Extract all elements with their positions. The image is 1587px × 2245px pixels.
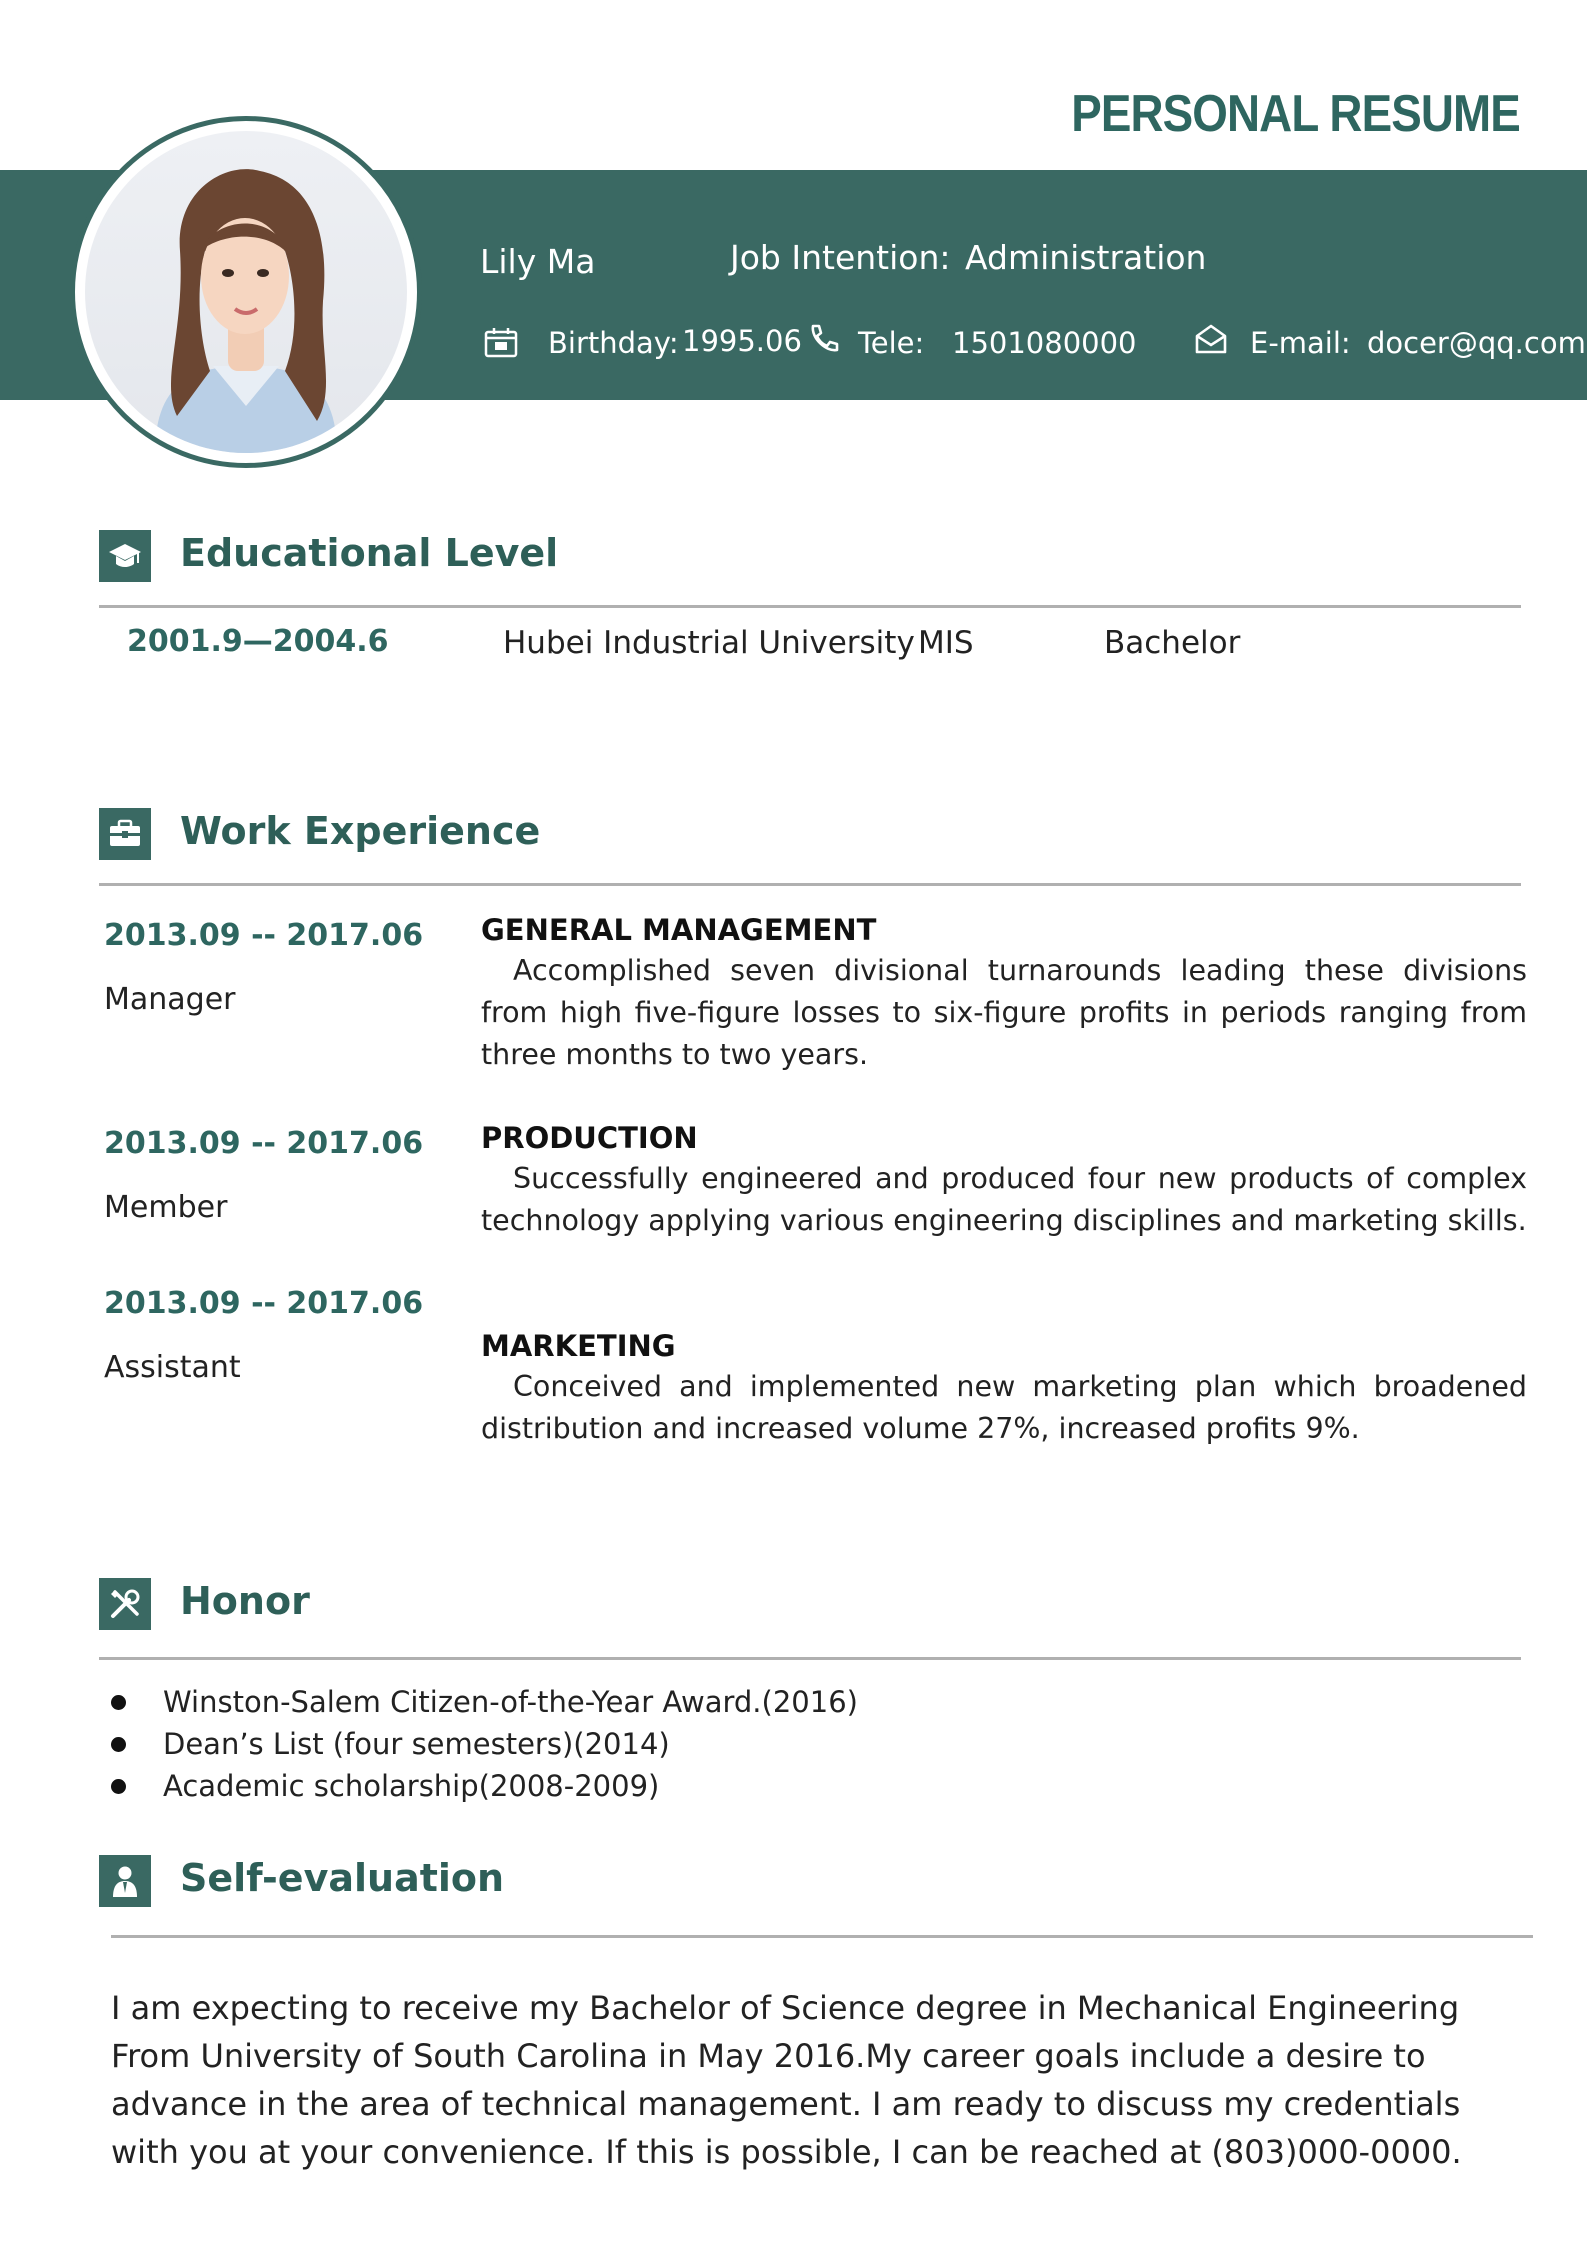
work-entry-1-heading: GENERAL MANAGEMENT — [481, 913, 877, 947]
work-entry-3-period: 2013.09 -- 2017.06 — [104, 1286, 424, 1321]
tele-value: 1501080000 — [952, 326, 1137, 360]
profile-name: Lily Ma — [480, 242, 596, 281]
honor-item: Academic scholarship(2008-2009) — [111, 1765, 858, 1807]
work-section-title: Work Experience — [180, 809, 541, 853]
birthday-value: 1995.06 — [682, 324, 802, 358]
education-degree: Bachelor — [1104, 625, 1241, 661]
graduation-cap-icon — [99, 530, 151, 582]
calendar-icon — [484, 326, 518, 364]
avatar — [70, 116, 422, 468]
briefcase-icon — [99, 808, 151, 860]
work-divider — [99, 883, 1521, 886]
education-divider — [99, 605, 1521, 608]
work-entry-2-heading: PRODUCTION — [481, 1121, 698, 1155]
work-entry-3-role: Assistant — [104, 1350, 241, 1385]
job-intention-label: Job Intention: — [730, 238, 951, 277]
work-entry-1-role: Manager — [104, 982, 236, 1017]
email-value: docer@qq.com — [1367, 326, 1586, 360]
honor-section-title: Honor — [180, 1579, 310, 1623]
work-entry-3-description: Conceived and implemented new marketing plan which broadened distribution and increased volume 27%, increased profits 9%. — [481, 1370, 1527, 1445]
self-evaluation-divider — [111, 1935, 1533, 1938]
work-entry-2-role: Member — [104, 1190, 228, 1225]
education-major: MIS — [918, 625, 974, 661]
honor-divider — [99, 1657, 1521, 1660]
person-icon — [99, 1855, 151, 1907]
job-intention-value: Administration — [965, 238, 1207, 277]
birthday-label: Birthday: — [548, 326, 679, 360]
work-entry-2-period: 2013.09 -- 2017.06 — [104, 1126, 424, 1161]
self-evaluation-text: I am expecting to receive my Bachelor of Science degree in Mechanical Engineering From University of South Carolina in May 2016.My career goals include a desire to advance in the area of technical management. I am ready to discuss my credentials with you at your convenience. If this is possible, I can be reached at (803)000-0000. — [111, 1989, 1462, 2171]
self-evaluation-section-title: Self-evaluation — [180, 1856, 505, 1900]
tools-icon — [99, 1578, 151, 1630]
profile-photo — [85, 131, 407, 453]
page-title: PERSONAL RESUME — [1071, 85, 1520, 143]
phone-icon — [806, 322, 840, 360]
person-portrait-icon — [85, 131, 407, 453]
tele-label: Tele: — [858, 326, 925, 360]
envelope-icon — [1194, 322, 1228, 360]
work-entry-1-description: Accomplished seven divisional turnarounds leading these divisions from high five-figure losses to six-figure profits in periods ranging from three months to two years. — [481, 954, 1527, 1071]
honor-item: Dean’s List (four semesters)(2014) — [111, 1723, 858, 1765]
work-entry-2-description: Successfully engineered and produced four new products of complex technology applying various engineering disciplines and marketing skills. — [481, 1162, 1527, 1237]
education-section-title: Educational Level — [180, 531, 559, 575]
work-entry-3-heading: MARKETING — [481, 1329, 676, 1363]
work-entry-1-period: 2013.09 -- 2017.06 — [104, 918, 424, 953]
education-school: Hubei Industrial University — [503, 625, 915, 661]
honor-list — [111, 1681, 858, 1807]
education-period: 2001.9—2004.6 — [127, 624, 389, 659]
honor-item: Winston-Salem Citizen-of-the-Year Award.(2016) — [111, 1681, 858, 1723]
email-label: E-mail: — [1250, 326, 1351, 360]
